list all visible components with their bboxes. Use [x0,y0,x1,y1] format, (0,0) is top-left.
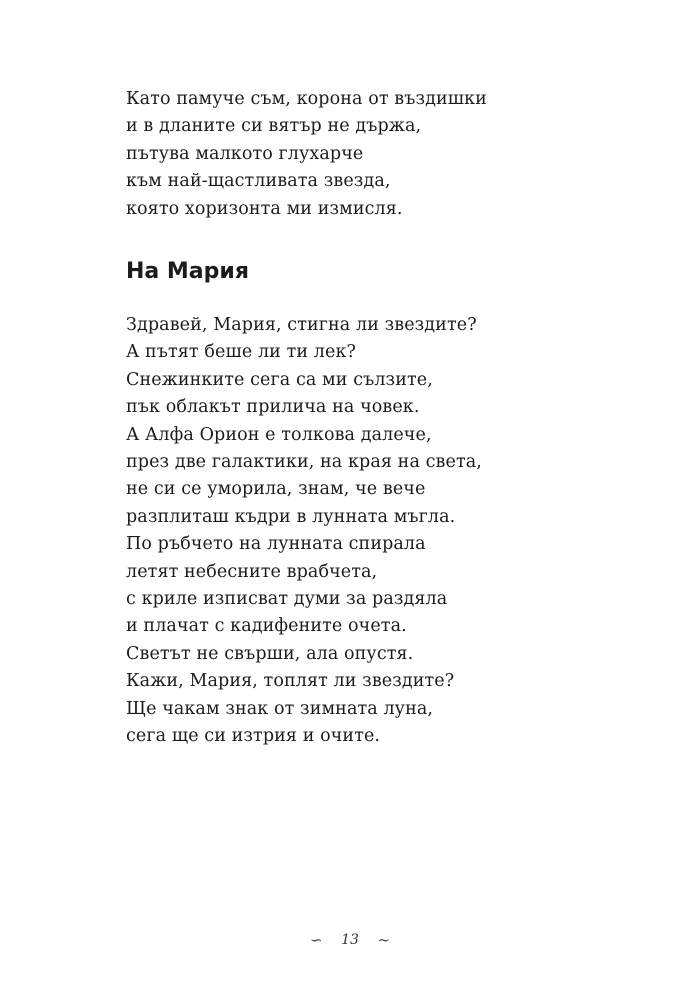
poem-title: На Мария [126,259,249,284]
poem-line: разплиташ къдри в лунната мъгла. [126,506,456,527]
poem-line: с криле изписват думи за раздяла [126,589,448,610]
left-ornament-icon: ∽ [310,931,323,949]
poem-line: А Алфа Орион е толкова далече, [126,424,432,445]
poem-line: По ръбчето на лунната спирала [126,534,426,555]
page-number: 13 [341,932,359,948]
poem-body [126,312,482,751]
right-ornament-icon: ∼ [377,931,390,949]
poem-line: през две галактики, на края на света, [126,452,482,473]
poem-line: не си се уморила, знам, че вече [126,479,426,500]
poem-line: която хоризонта ми измисля. [126,198,403,219]
poem-line: Светът не свърши, ала опустя. [126,643,414,664]
poem-line: Ще чакам знак от зимната луна, [126,698,434,719]
poem-line: Здравей, Мария, стигна ли звездите? [126,315,477,335]
page-footer [0,931,700,949]
poem-line: и плачат с кадифените очета. [126,616,407,637]
poem-line: Като памуче съм, корона от въздишки [126,89,487,109]
poem-line: Снежинките сега са ми сълзите, [126,369,433,390]
poem-line: пък облакът прилича на човек. [126,397,420,418]
poem-line: Кажи, Мария, топлят ли звездите? [126,671,455,692]
poem-line: летят небесните врабчета, [126,561,378,582]
poem-line: А пътят беше ли ти лек? [126,342,357,363]
poem-line: и в дланите си вятър не държа, [126,116,422,137]
poem-line: сега ще си изтрия и очите. [126,726,381,747]
stanza-top [126,86,487,223]
poem-line: пътува малкото глухарче [126,143,364,164]
poem-line: към най-щастливата звезда, [126,171,391,192]
